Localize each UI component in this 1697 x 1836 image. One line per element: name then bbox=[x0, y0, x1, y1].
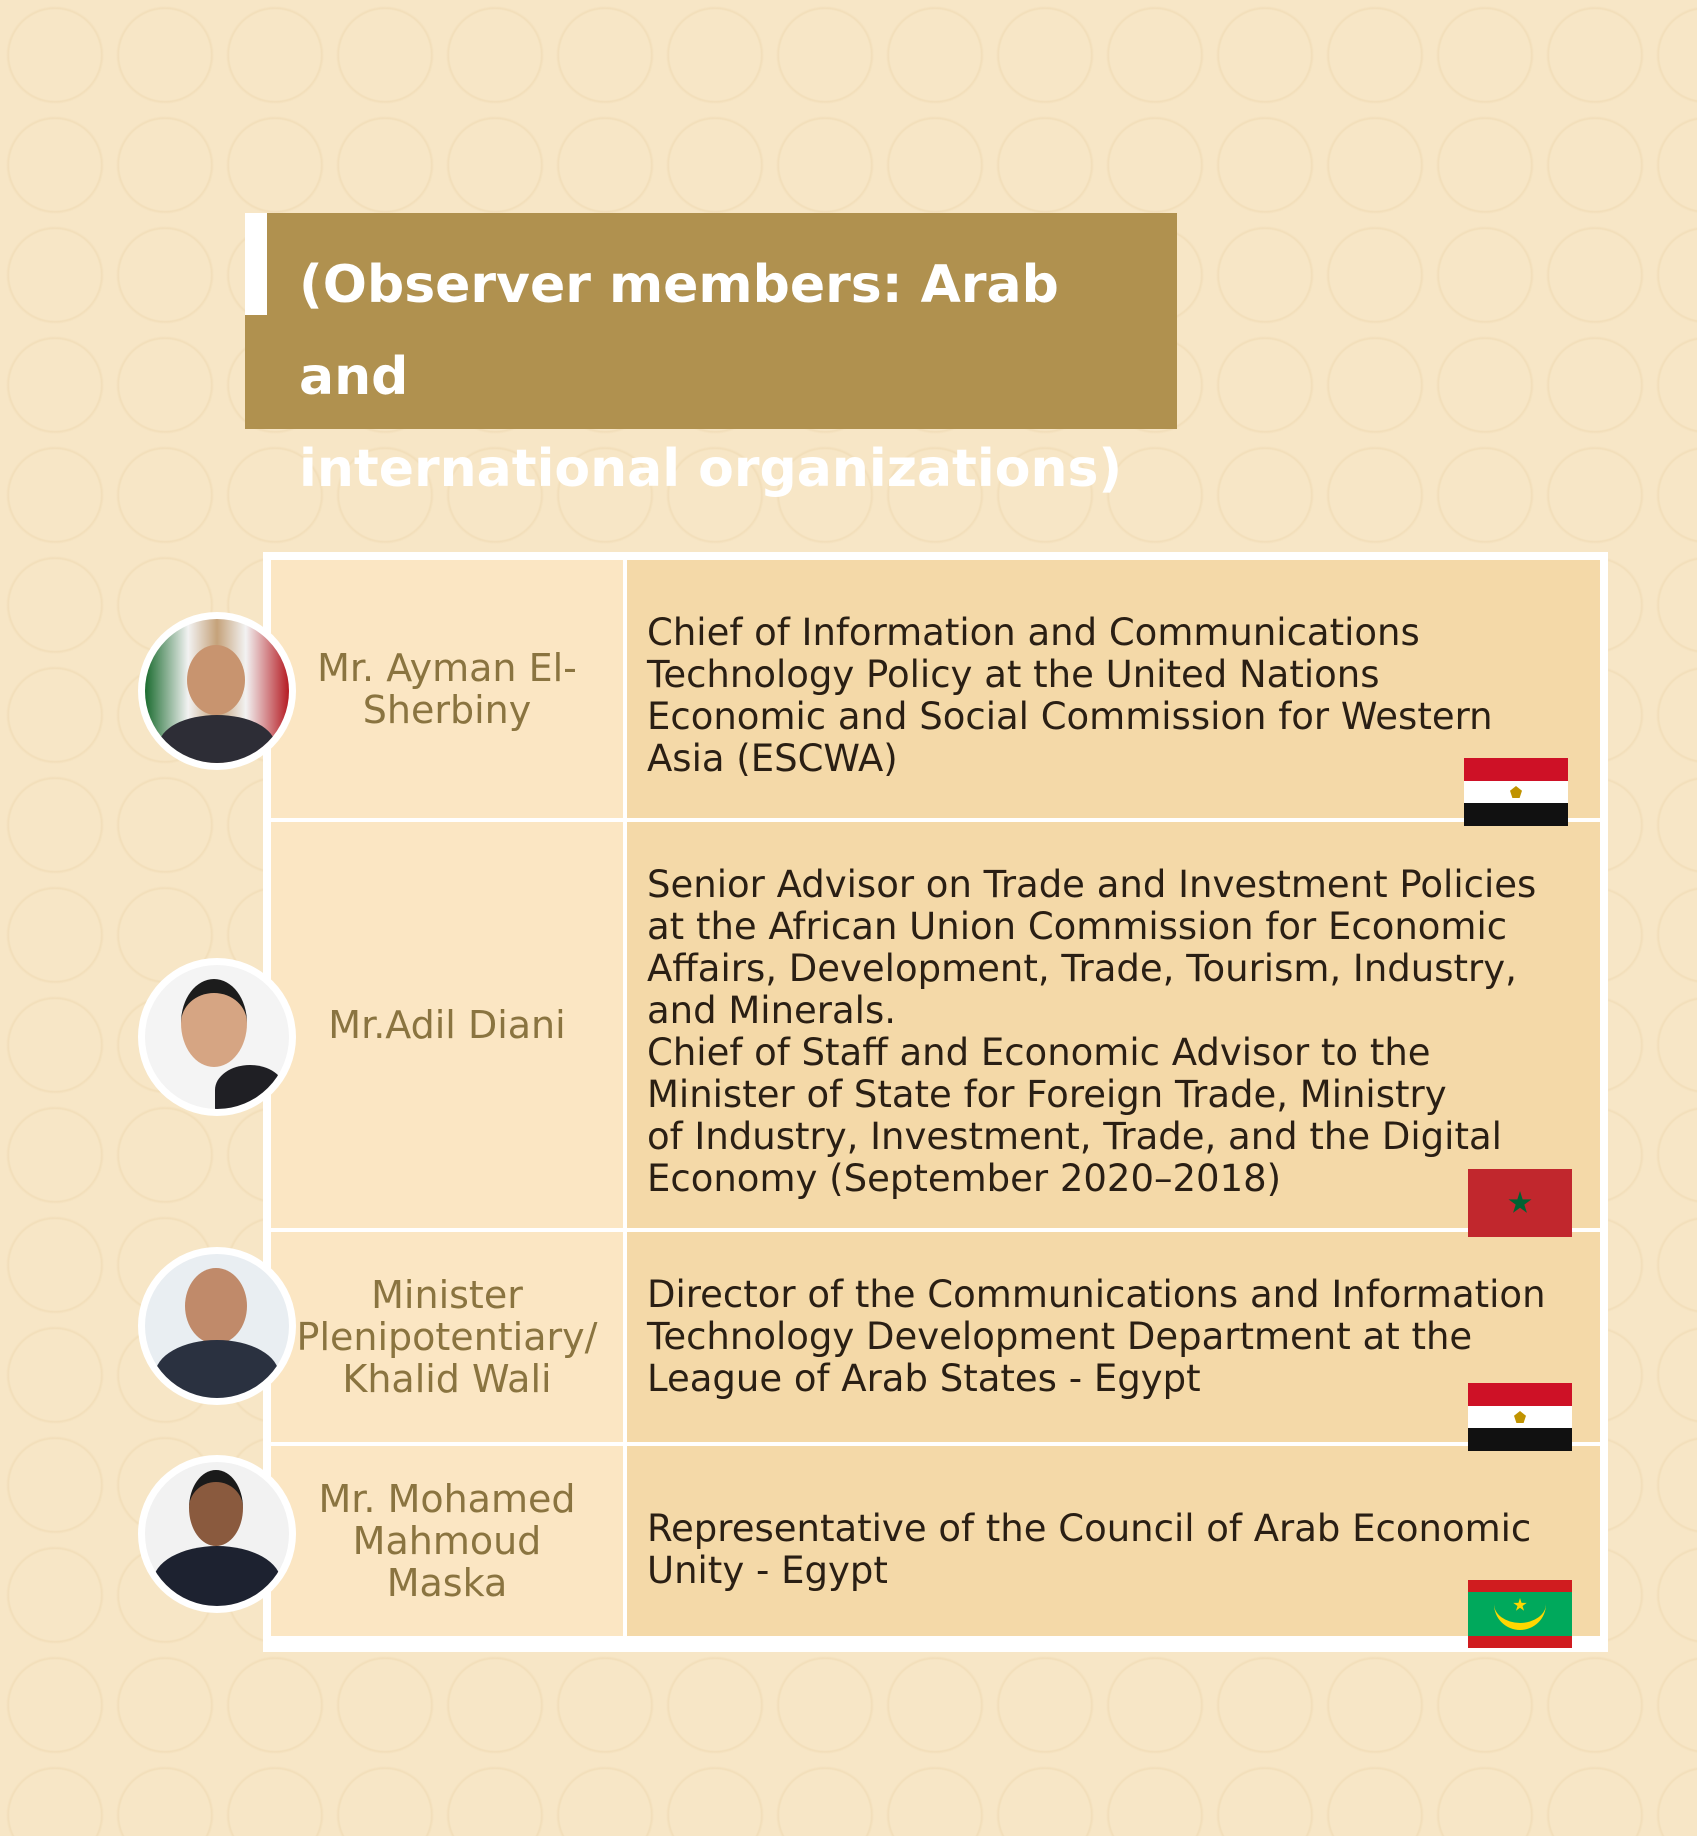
member-role: Director of the Communications and Information Technology Development Department at the League of Arab States - Egypt bbox=[647, 1273, 1546, 1400]
portrait-head-icon bbox=[189, 1470, 243, 1546]
section-title-line-1: (Observer members: Arab and bbox=[299, 255, 1059, 407]
member-role-cell bbox=[627, 560, 1600, 818]
member-name: Mr. Ayman El- Sherbiny bbox=[317, 646, 577, 732]
portrait-head-icon bbox=[187, 645, 245, 715]
member-name: Minister Plenipotentiary/ Khalid Wali bbox=[296, 1273, 598, 1401]
table-row bbox=[271, 560, 1600, 818]
member-role-cell bbox=[627, 1232, 1600, 1442]
member-name-cell bbox=[271, 1232, 623, 1442]
portrait-body-icon bbox=[159, 715, 275, 763]
portrait-body-icon bbox=[155, 1340, 279, 1398]
member-role: Senior Advisor on Trade and Investment Policies at the African Union Commission for Economic Affairs, Development, Trade, Tourism, Industry, and Minerals. Chief of Staff and Economic Advisor to the Minister of State for Foreign Trade, Ministry of Industry, Investment, Trade, and the Digital Economy (September 2020–2018) bbox=[647, 863, 1537, 1200]
member-name-cell bbox=[271, 560, 623, 818]
portrait-body-icon bbox=[215, 1065, 285, 1109]
member-role: Representative of the Council of Arab Economic Unity - Egypt bbox=[647, 1507, 1532, 1592]
portrait-head-icon bbox=[185, 1268, 247, 1344]
avatar bbox=[138, 612, 296, 770]
member-role: Chief of Information and Communications Technology Policy at the United Nations Economic and Social Commission for Western Asia (ESCWA) bbox=[647, 611, 1493, 780]
portrait-head-icon bbox=[181, 979, 247, 1067]
table-row bbox=[271, 822, 1600, 1228]
member-role-cell bbox=[627, 822, 1600, 1228]
table-row bbox=[271, 1446, 1600, 1636]
section-title-box bbox=[245, 213, 1177, 499]
member-name: Mr. Mohamed Mahmoud Maska bbox=[318, 1477, 576, 1605]
member-name: Mr.Adil Diani bbox=[328, 1003, 566, 1047]
mauritania-flag-icon bbox=[1468, 1580, 1572, 1648]
avatar bbox=[138, 958, 296, 1116]
portrait-body-icon bbox=[153, 1546, 281, 1606]
section-title-line-2: international organizations) bbox=[299, 439, 1123, 499]
title-accent-bar bbox=[245, 213, 267, 315]
member-name-cell bbox=[271, 1446, 623, 1636]
member-role-cell bbox=[627, 1446, 1600, 1636]
egypt-flag-icon bbox=[1468, 1383, 1572, 1451]
table-row bbox=[271, 1232, 1600, 1442]
morocco-flag-icon bbox=[1468, 1169, 1572, 1237]
avatar bbox=[138, 1247, 296, 1405]
egypt-flag-icon bbox=[1464, 758, 1568, 826]
member-name-cell bbox=[271, 822, 623, 1228]
avatar bbox=[138, 1455, 296, 1613]
members-table bbox=[263, 552, 1608, 1652]
